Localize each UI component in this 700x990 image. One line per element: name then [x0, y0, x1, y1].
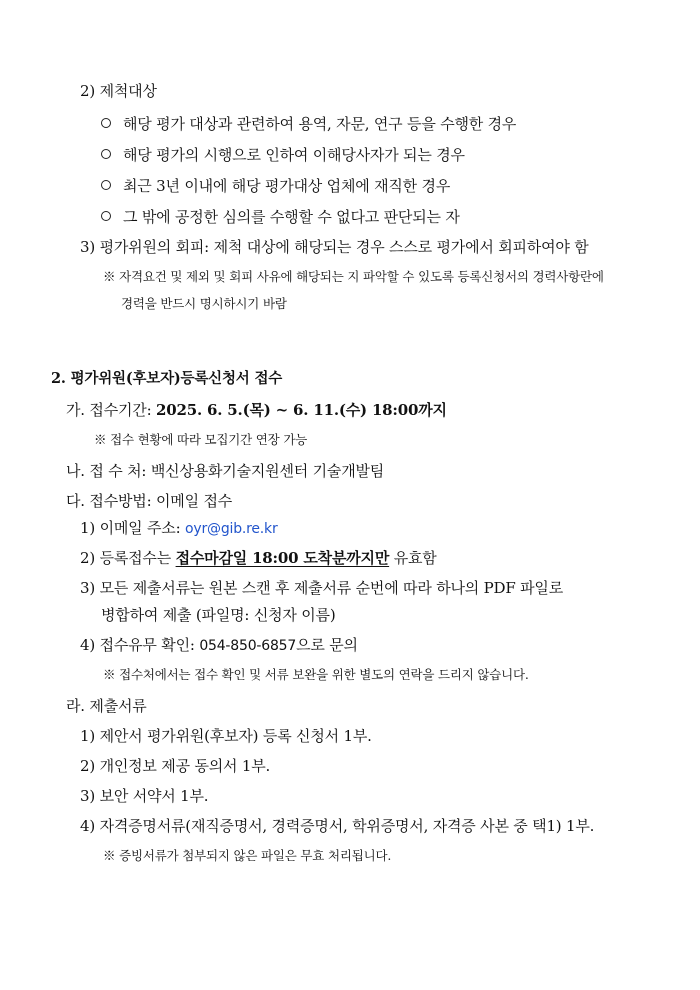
- exclusion-bullet: [101, 117, 516, 132]
- email-item: [80, 521, 278, 536]
- document-item: 4) 자격증명서류(재직증명서, 경력증명서, 학위증명서, 자격증 사본 중 택1) 1부.: [80, 817, 595, 835]
- item-number: 2): [80, 82, 95, 100]
- item-number: 3): [80, 238, 95, 256]
- item-title: 제척대상: [99, 82, 157, 100]
- deadline-prefix: 2) 등록접수는: [80, 549, 172, 567]
- document-item: 3) 보안 서약서 1부.: [80, 787, 209, 805]
- phone-number: 054-850-6857: [199, 638, 297, 654]
- required-documents: 라. 제출서류: [66, 697, 147, 715]
- confirm-suffix: 으로 문의: [296, 636, 358, 654]
- bullet-text: 해당 평가 대상과 관련하여 용역, 자문, 연구 등을 수행한 경우: [123, 115, 517, 133]
- submission-item-line-2: 병합하여 제출 (파일명: 신청자 이름): [101, 606, 336, 624]
- exclusion-bullet: [101, 210, 460, 225]
- period-note: ※ 접수 현황에 따라 모집기간 연장 가능: [94, 432, 308, 447]
- reception-period: [66, 403, 447, 418]
- note-text: 자격요건 및 제외 및 회피 사유에 해당되는 지 파악할 수 있도록 등록신청서의 경력사항란에: [119, 269, 604, 284]
- deadline-item: [80, 551, 437, 566]
- note-mark: ※: [103, 269, 116, 284]
- confirm-item: [80, 638, 358, 653]
- item-avoidance: [80, 240, 589, 255]
- note-line-1: [103, 271, 604, 284]
- note-line-2: 경력을 반드시 명시하시기 바람: [121, 296, 287, 311]
- circle-bullet-icon: [101, 211, 111, 221]
- item-text: 평가위원의 회피: 제척 대상에 해당되는 경우 스스로 평가에서 회피하여야 함: [99, 238, 589, 256]
- section-heading: 2. 평가위원(후보자)등록신청서 접수: [51, 370, 283, 387]
- bullet-text: 그 밖에 공정한 심의를 수행할 수 없다고 판단되는 자: [123, 208, 460, 226]
- exclusion-bullet: [101, 179, 450, 194]
- deadline-emphasis: 접수마감일 18:00 도착분까지만: [175, 549, 390, 567]
- document-item: 1) 제안서 평가위원(후보자) 등록 신청서 1부.: [80, 727, 372, 745]
- method-note: ※ 접수처에서는 접수 확인 및 서류 보완을 위한 별도의 연락을 드리지 않습니다.: [103, 667, 529, 682]
- document-item: 2) 개인정보 제공 동의서 1부.: [80, 757, 271, 775]
- deadline-suffix: 유효함: [393, 549, 437, 567]
- bullet-text: 해당 평가의 시행으로 인하여 이해당사자가 되는 경우: [123, 146, 465, 164]
- email-link[interactable]: oyr@gib.re.kr: [185, 521, 278, 537]
- circle-bullet-icon: [101, 180, 111, 190]
- exclusion-bullet: [101, 148, 465, 163]
- circle-bullet-icon: [101, 118, 111, 128]
- documents-note: ※ 증빙서류가 첨부되지 않은 파일은 무효 처리됩니다.: [103, 848, 392, 863]
- period-value: 2025. 6. 5.(목) ~ 6. 11.(수) 18:00까지: [156, 401, 447, 419]
- confirm-prefix: 4) 접수유무 확인:: [80, 636, 195, 654]
- item-exclusion-heading: [80, 84, 157, 99]
- reception-office: 나. 접 수 처: 백신상용화기술지원센터 기술개발팀: [66, 462, 385, 480]
- period-label: 가. 접수기간:: [66, 401, 152, 419]
- bullet-text: 최근 3년 이내에 해당 평가대상 업체에 재직한 경우: [123, 177, 451, 195]
- reception-method: 다. 접수방법: 이메일 접수: [66, 492, 233, 510]
- submission-item-line-1: 3) 모든 제출서류는 원본 스캔 후 제출서류 순번에 따라 하나의 PDF 파일로: [80, 579, 564, 597]
- email-label: 1) 이메일 주소:: [80, 519, 181, 537]
- circle-bullet-icon: [101, 149, 111, 159]
